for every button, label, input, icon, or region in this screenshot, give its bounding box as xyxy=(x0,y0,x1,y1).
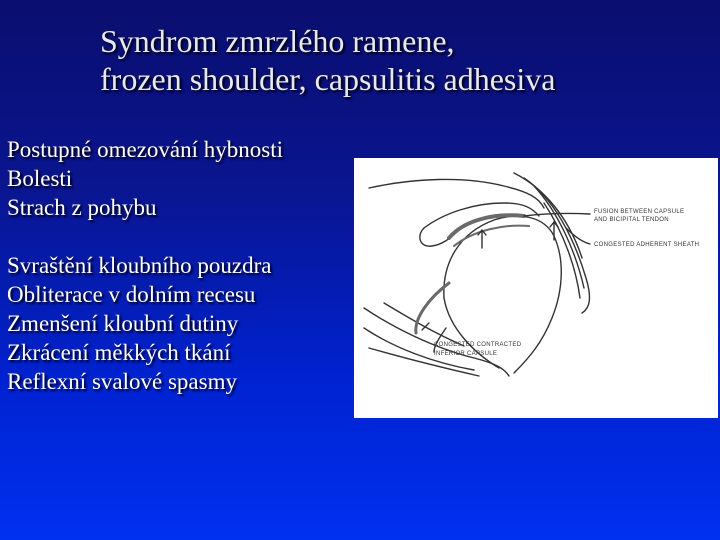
shoulder-drawing xyxy=(354,158,718,418)
shoulder-diagram xyxy=(354,158,718,418)
finding-item: Zmenšení kloubní dutiny xyxy=(7,311,239,336)
lower-muscle xyxy=(364,328,474,370)
pointer-line xyxy=(524,213,590,216)
title-line-2: frozen shoulder, capsulitis adhesiva xyxy=(100,61,556,97)
body-text xyxy=(7,135,352,396)
slide-title xyxy=(100,22,700,98)
label-fusion-1: FUSION BETWEEN CAPSULE xyxy=(594,209,685,215)
label-inferior-2: INFERIOR CAPSULE xyxy=(434,351,498,357)
label-inferior-1: CONGESTED CONTRACTED xyxy=(434,342,522,348)
finding-item: Obliterace v dolním recesu xyxy=(7,282,256,307)
finding-item: Zkrácení měkkých tkání xyxy=(7,340,231,365)
list-spacer xyxy=(7,222,352,251)
arrow-up xyxy=(478,230,486,248)
finding-item: Svraštění kloubního pouzdra xyxy=(7,253,272,278)
congested-tissue xyxy=(454,226,529,246)
symptom-item: Bolesti xyxy=(7,166,73,191)
label-sheath: CONGESTED ADHERENT SHEATH xyxy=(594,242,700,248)
title-line-1: Syndrom zmrzlého ramene, xyxy=(100,23,455,59)
label-fusion-2: AND BICIPITAL TENDON xyxy=(594,217,669,223)
finding-item: Reflexní svalové spasmy xyxy=(7,369,237,394)
symptom-item: Postupné omezování hybnosti xyxy=(7,137,283,162)
symptom-item: Strach z pohybu xyxy=(7,195,157,220)
